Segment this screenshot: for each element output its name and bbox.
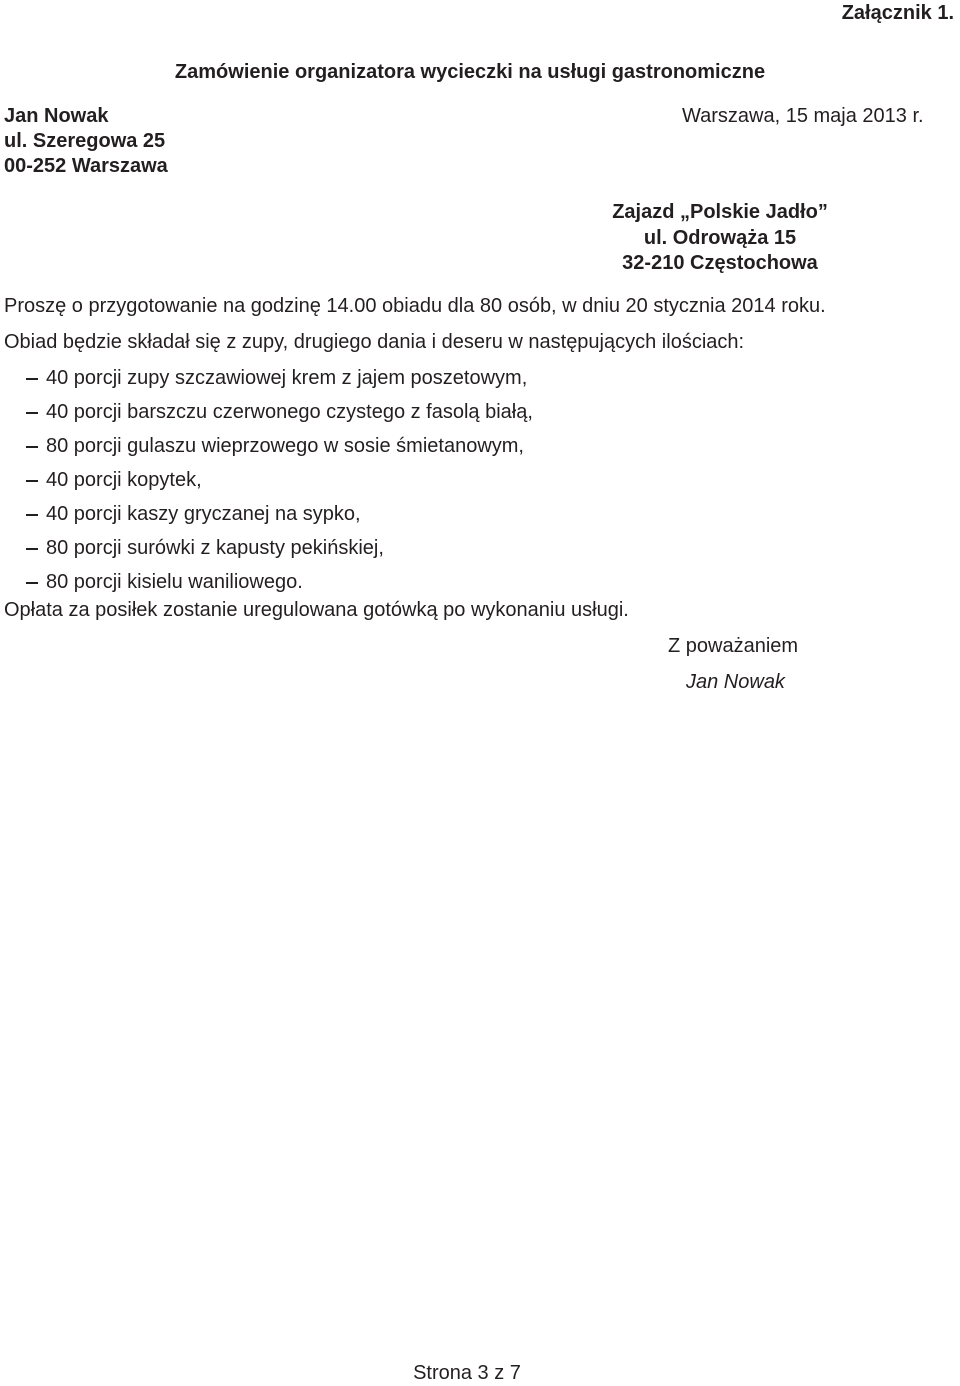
- dash-bullet-icon: [26, 378, 38, 380]
- dash-bullet-icon: [26, 582, 38, 584]
- list-item-text: 40 porcji kaszy gryczanej na sypko,: [46, 503, 361, 525]
- sender-address: [4, 104, 168, 179]
- closing-phrase: Z poważaniem: [668, 635, 799, 657]
- list-item: [26, 536, 533, 570]
- list-item-text: 80 porcji kisielu waniliowego.: [46, 571, 303, 593]
- annex-label: Załącznik 1.: [841, 2, 954, 24]
- list-item: [26, 502, 533, 536]
- order-list: [26, 366, 533, 604]
- recipient-name: Zajazd „Polskie Jadło”: [612, 201, 828, 223]
- sender-street: ul. Szeregowa 25: [4, 130, 166, 152]
- list-item-text: 80 porcji surówki z kapusty pekińskiej,: [46, 537, 384, 559]
- list-item: [26, 434, 533, 468]
- sender-name: Jan Nowak: [4, 105, 109, 127]
- recipient-street: ul. Odrowąża 15: [643, 226, 797, 249]
- list-item: [26, 400, 533, 434]
- dash-bullet-icon: [26, 446, 38, 448]
- recipient-address: [600, 200, 840, 277]
- payment-note: Opłata za posiłek zostanie uregulowana gotówką po wykonaniu usługi.: [4, 599, 629, 621]
- menu-intro-paragraph: Obiad będzie składał się z zupy, drugiego dania i deseru w następujących ilościach:: [4, 331, 745, 353]
- list-item-text: 40 porcji kopytek,: [46, 469, 202, 491]
- place-and-date: Warszawa, 15 maja 2013 r.: [682, 105, 924, 127]
- list-item: [26, 366, 533, 400]
- sender-city: 00-252 Warszawa: [4, 155, 168, 177]
- dash-bullet-icon: [26, 548, 38, 550]
- dash-bullet-icon: [26, 480, 38, 482]
- recipient-city: 32-210 Częstochowa: [622, 252, 818, 274]
- page-number: Strona 3 z 7: [413, 1362, 521, 1384]
- list-item-text: 40 porcji zupy szczawiowej krem z jajem poszetowym,: [46, 367, 528, 389]
- list-item-text: 80 porcji gulaszu wieprzowego w sosie śmietanowym,: [46, 435, 524, 457]
- signature: Jan Nowak: [686, 671, 785, 693]
- list-item: [26, 468, 533, 502]
- list-item-text: 40 porcji barszczu czerwonego czystego z fasolą białą,: [46, 401, 533, 423]
- dash-bullet-icon: [26, 514, 38, 516]
- dash-bullet-icon: [26, 412, 38, 414]
- document-title: Zamówienie organizatora wycieczki na usługi gastronomiczne: [174, 61, 766, 83]
- request-paragraph: Proszę o przygotowanie na godzinę 14.00 obiadu dla 80 osób, w dniu 20 stycznia 2014 roku.: [4, 295, 826, 317]
